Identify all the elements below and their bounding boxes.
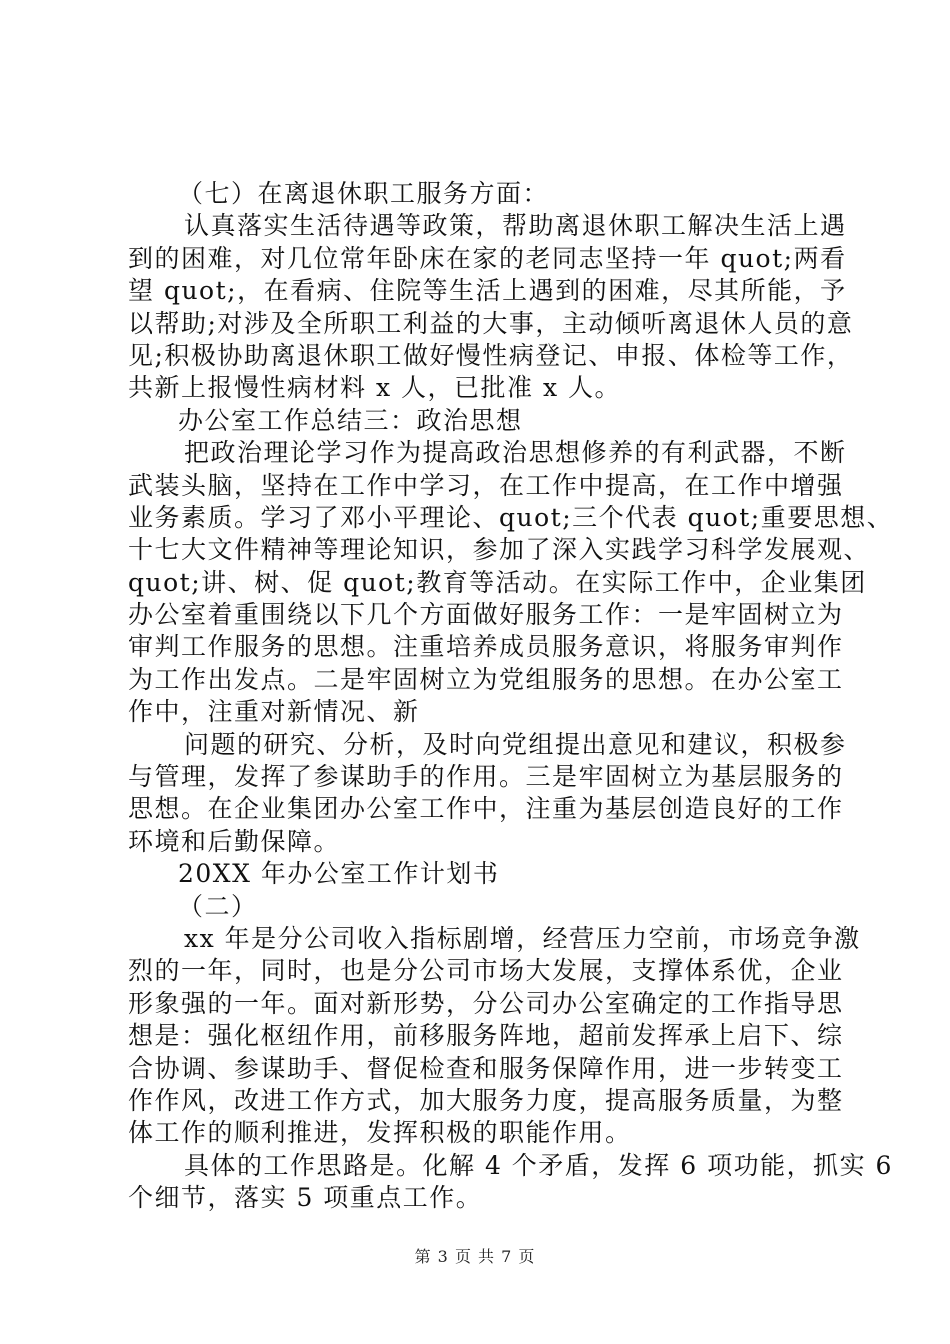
paragraph-line: 个细节，落实 5 项重点工作。 (128, 1183, 483, 1213)
paragraph-line: 作中，注重对新情况、新 (128, 697, 420, 727)
paragraph-line: 体工作的顺利推进，发挥积极的职能作用。 (128, 1118, 632, 1148)
paragraph-line: 形象强的一年。面对新形势，分公司办公室确定的工作指导思 (128, 988, 844, 1018)
paragraph-line: 把政治理论学习作为提高政治思想修养的有利武器，不断 (184, 438, 847, 468)
paragraph-line: 想是：强化枢纽作用，前移服务阵地，超前发挥承上启下、综 (128, 1021, 844, 1051)
paragraph-line: 望 quot;，在看病、住院等生活上遇到的困难，尽其所能，予 (128, 276, 847, 306)
paragraph-line: 具体的工作思路是。化解 4 个矛盾，发挥 6 项功能，抓实 6 (184, 1150, 893, 1180)
document-body (128, 178, 894, 1215)
paragraph-line: 到的困难，对几位常年卧床在家的老同志坚持一年 quot;两看 (128, 243, 847, 273)
section-heading: 办公室工作总结三：政治思想 (178, 405, 523, 435)
paragraph-line: 与管理，发挥了参谋助手的作用。三是牢固树立为基层服务的 (128, 762, 844, 792)
paragraph-line: 业务素质。学习了邓小平理论、quot;三个代表 quot;重要思想、 (128, 502, 894, 532)
paragraph-line: 认真落实生活待遇等政策，帮助离退休职工解决生活上遇 (184, 211, 847, 241)
paragraph-line: 审判工作服务的思想。注重培养成员服务意识，将服务审判作 (128, 632, 844, 662)
paragraph-line: 为工作出发点。二是牢固树立为党组服务的思想。在办公室工 (128, 664, 844, 694)
page-number: 第 3 页 共 7 页 (414, 1247, 536, 1266)
paragraph-line: 共新上报慢性病材料 x 人，已批准 x 人。 (128, 373, 621, 403)
paragraph-line: 思想。在企业集团办公室工作中，注重为基层创造良好的工作 (128, 794, 844, 824)
paragraph-line: 武装头脑，坚持在工作中学习，在工作中提高，在工作中增强 (128, 470, 844, 500)
section-subheading: （二） (178, 891, 258, 921)
paragraph-line: 合协调、参谋助手、督促检查和服务保障作用，进一步转变工 (128, 1053, 844, 1083)
section-heading: （七）在离退休职工服务方面： (178, 179, 550, 208)
paragraph-line: 环境和后勤保障。 (128, 826, 341, 856)
paragraph-line: 作作风，改进工作方式，加大服务力度，提高服务质量，为整 (128, 1085, 844, 1115)
paragraph-line: 烈的一年，同时，也是分公司市场大发展，支撑体系优，企业 (128, 956, 844, 986)
paragraph-line: quot;讲、树、促 quot;教育等活动。在实际工作中，企业集团 (128, 567, 867, 597)
paragraph-line: 见;积极协助离退休职工做好慢性病登记、申报、体检等工作， (128, 340, 854, 370)
paragraph-line: 问题的研究、分析，及时向党组提出意见和建议，积极参 (184, 729, 847, 759)
section-heading: 20XX 年办公室工作计划书 (178, 859, 500, 889)
paragraph-line: xx 年是分公司收入指标剧增，经营压力空前，市场竞争激 (184, 923, 861, 953)
paragraph-line: 十七大文件精神等理论知识，参加了深入实践学习科学发展观、 (128, 535, 871, 565)
paragraph-line: 以帮助;对涉及全所职工利益的大事，主动倾听离退休人员的意 (128, 308, 854, 338)
paragraph-line: 办公室着重围绕以下几个方面做好服务工作：一是牢固树立为 (128, 600, 844, 630)
